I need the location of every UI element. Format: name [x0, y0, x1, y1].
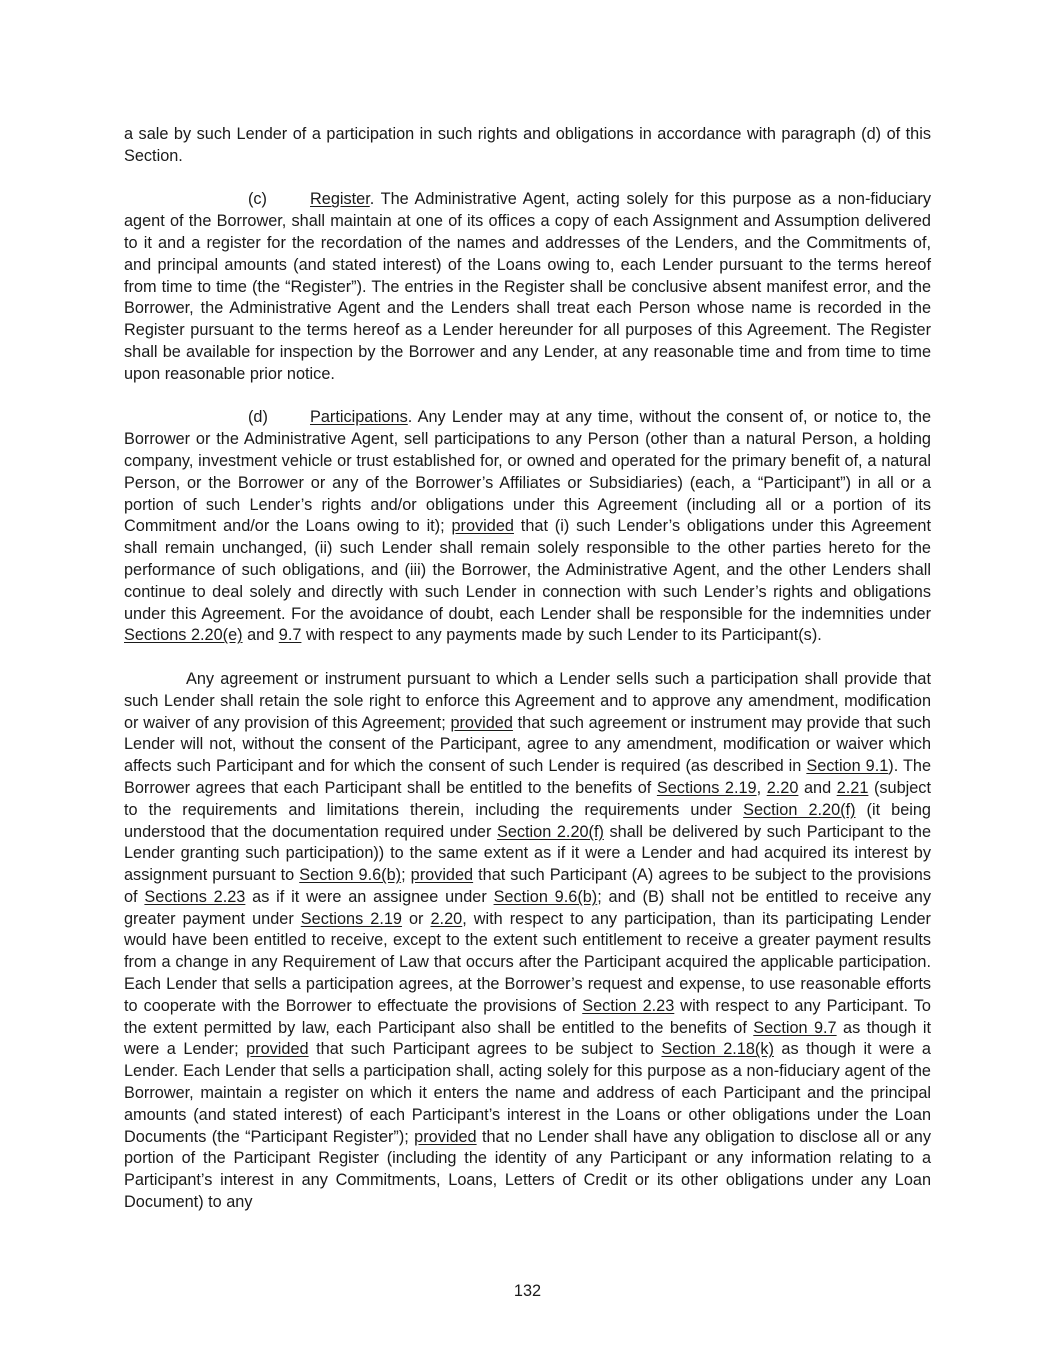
paragraph-text: ,	[756, 778, 767, 797]
section-reference: 2.20	[766, 778, 799, 797]
paragraph-text: that such Participant (A) agrees to be subject to the provisions of	[124, 866, 931, 906]
section-reference: Section 2.18(k)	[661, 1040, 774, 1059]
paragraph-text: with respect to any payments made by such Lender to its Participant(s).	[301, 626, 822, 645]
section-reference: Section 9.6(b)	[493, 887, 598, 906]
section-reference: Sections 2.23	[144, 887, 246, 906]
provided-term: provided	[246, 1040, 309, 1059]
paragraph-text: as if it were an assignee under	[245, 887, 494, 906]
paragraph-text: and	[798, 778, 837, 797]
page-number: 132	[513, 1282, 542, 1300]
section-title-register: Register	[310, 190, 370, 209]
document-page	[124, 124, 931, 1214]
paragraph-text: with respect to any Participant. To the extent permitted by law, each Participant also shall be entitled to the benefits of	[124, 996, 931, 1037]
paragraph-continuation	[124, 124, 931, 168]
provided-term: provided	[414, 1127, 477, 1146]
section-reference: Sections 2.19	[656, 778, 757, 797]
section-reference: Section 2.20(f)	[743, 800, 856, 819]
section-reference: Section 9.7	[753, 1018, 837, 1037]
section-number: (d)	[248, 408, 268, 427]
section-reference: 2.21	[836, 778, 869, 797]
provided-term: provided	[410, 866, 474, 885]
section-reference: 2.20	[430, 909, 463, 928]
paragraph-participations	[124, 407, 931, 647]
paragraph-text: ; and (B) shall not be entitled to receive any greater payment under	[124, 887, 931, 928]
section-reference: Section 9.6(b)	[299, 866, 402, 885]
paragraph-text: that (i) such Lender’s obligations under this Agreement shall remain unchanged, (ii) such Lender shall remain solely responsible to the other parties hereto for the performance of such obligations, and (iii) the Borrower, the Administrative Agent, and the other Lenders shall continue to deal solely and directly with such Lender in connection with such Lender’s rights and obligations under this Agreement. For the avoidance of doubt, each Lender shall be responsible for the indemnities under	[124, 517, 931, 623]
section-reference: Section 2.20(f)	[496, 822, 604, 841]
paragraph-text: ;	[401, 866, 411, 885]
paragraph-text: as though it were a Lender. Each Lender that sells a participation shall, acting solely for this purpose as a non-fiduciary agent of the Borrower, maintain a register on which it enters the name and address of each Participant and the principal amounts (and stated interest) of each Participant’s interest in the Loans or other obligations under the Loan Documents (the “Participant Register”);	[124, 1040, 931, 1146]
paragraph-text: as though it were a Lender;	[124, 1018, 931, 1059]
paragraph-text: that no Lender shall have any obligation to disclose all or any portion of the Participant Register (including the identity of any Participant or any information relating to a Participant’s interest in any Commitments, Loans, Letters of Credit or its other obligations under any Loan Document) to any	[124, 1127, 931, 1212]
paragraph-text: a sale by such Lender of a participation in such rights and obligations in accordance with paragraph (d) of this Section.	[124, 125, 931, 165]
section-reference: Section 2.23	[582, 996, 675, 1015]
section-reference: Sections 2.19	[300, 909, 402, 928]
section-reference: Section 9.1	[806, 757, 889, 776]
section-reference: 9.7	[278, 626, 302, 645]
provided-term: provided	[450, 713, 513, 732]
paragraph-text: or	[401, 909, 431, 928]
paragraph-text: (it being understood that the documentation required under	[124, 800, 931, 841]
paragraph-text: , with respect to any participation, than its participating Lender would have been entitled to receive, except to the extent such entitlement to receive a greater payment results from a change in any Requirement of Law that occurs after the Participant acquired the applicable participation. Each Lender that sells a participation agrees, at the Borrower’s request and expense, to use reasonable efforts to cooperate with the Borrower to effectuate the provisions of	[124, 909, 931, 1015]
paragraph-text: that such agreement or instrument may provide that such Lender will not, without the consent of the Participant, agree to any amendment, modification or waiver which affects such Participant and for which the consent of such Lender is required (as described in	[124, 713, 931, 776]
paragraph-participant-agreement	[124, 669, 931, 1214]
paragraph-text: . Any Lender may at any time, without the consent of, or notice to, the Borrower or the Administrative Agent, sell participations to any Person (other than a natural Person, a holding company, investment vehicle or trust established for, or owned and operated for the primary benefit of, a natural Person, or the Borrower or any of the Borrower’s Affiliates or Subsidiaries) (each, a “Participant”) in all or a portion of such Lender’s rights and/or obligations under this Agreement (including all or a portion of its Commitment and/or the Loans owing to it);	[124, 408, 931, 536]
paragraph-text: ). The Borrower agrees that each Participant shall be entitled to the benefits of	[124, 757, 931, 797]
paragraph-register	[124, 189, 931, 385]
paragraph-text: and	[242, 626, 279, 645]
paragraph-text: Any agreement or instrument pursuant to which a Lender sells such a participation shall provide that such Lender shall retain the sole right to enforce this Agreement and to approve any amendment, modification or waiver of any provision of this Agreement;	[124, 669, 931, 732]
paragraph-text: that such Participant agrees to be subject to	[308, 1040, 662, 1059]
paragraph-text: . The Administrative Agent, acting solely for this purpose as a non-fiduciary agent of the Borrower, shall maintain at one of its offices a copy of each Assignment and Assumption delivered to it and a register for the recordation of the names and addresses of the Lenders, and the Commitments of, and principal amounts (and stated interest) of the Loans owing to, each Lender pursuant to the terms hereof from time to time (the “Register”). The entries in the Register shall be conclusive absent manifest error, and the Borrower, the Administrative Agent and the Lenders shall treat each Person whose name is recorded in the Register pursuant to the terms hereof as a Lender hereunder for all purposes of this Agreement. The Register shall be available for inspection by the Borrower and any Lender, at any reasonable time and from time to time upon reasonable prior notice.	[124, 190, 931, 383]
provided-term: provided	[451, 517, 514, 536]
section-reference: Sections 2.20(e)	[124, 626, 243, 645]
paragraph-text: (subject to the requirements and limitations therein, including the requirements under	[124, 778, 931, 819]
paragraph-text: shall be delivered by such Participant to the Lender granting such participation)) to the same extent as if it were a Lender and had acquired its interest by assignment pursuant to	[124, 822, 931, 885]
section-title-participations: Participations	[310, 408, 408, 427]
section-number: (c)	[248, 190, 267, 209]
